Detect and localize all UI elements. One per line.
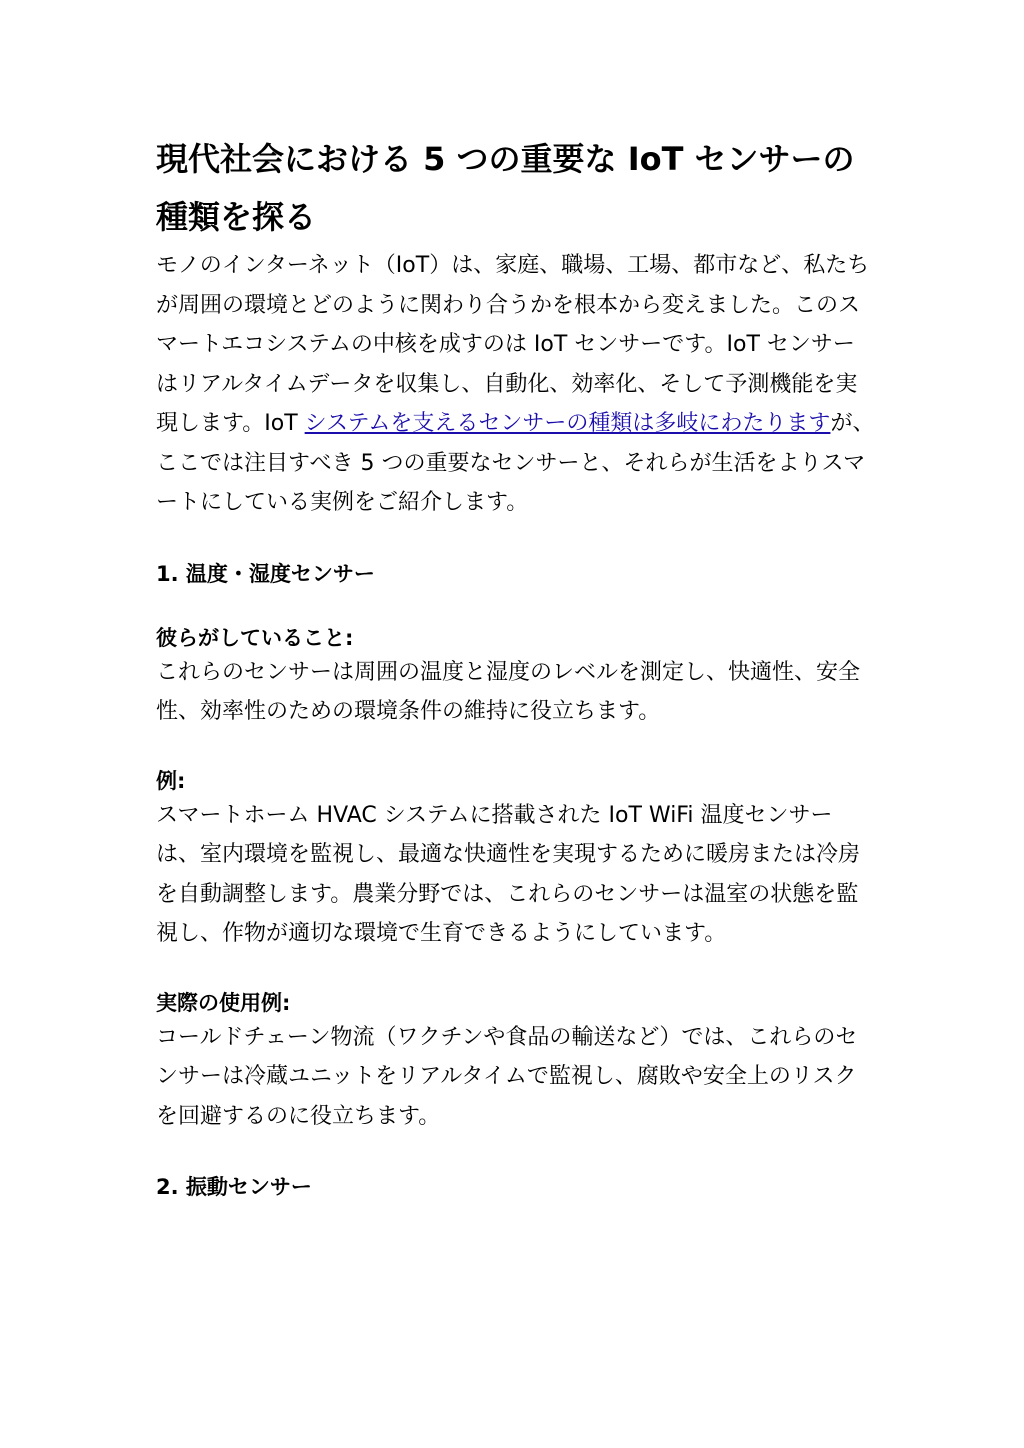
what-they-do-paragraph: これらのセンサーは周囲の温度と湿度のレベルを測定し、快適性、安全性、効率性のための環境条件の維持に役立ちます。: [156, 659, 861, 724]
intro-text-before-link: モノのインターネット（IoT）は、家庭、職場、工場、都市など、私たちが周囲の環境とどのように関わり合うかを根本から変えました。このスマートエコシステムの中核を成すのは IoT センサーです。IoT センサーはリアルタイムデータを収集し、自動化、効率化、そして予測機能を実現します。IoT: [156, 253, 870, 436]
document-title: 現代社会における 5 つの重要な IoT センサーの種類を探る: [156, 140, 855, 236]
real-use-case-label: 実際の使用例:: [156, 990, 291, 1015]
section-2-heading: 2. 振動センサー: [156, 1175, 312, 1199]
what-they-do-label: 彼らがしていること:: [156, 625, 354, 650]
intro-paragraph: [156, 246, 876, 523]
section-1-heading: 1. 温度・湿度センサー: [156, 561, 375, 586]
intro-text-after-link: が、ここでは注目すべき 5 つの重要なセンサーと、それらが生活をよりスマートにしている実例をご紹介します。: [156, 411, 875, 515]
example-paragraph: スマートホーム HVAC システムに搭載された IoT WiFi 温度センサーは、室内環境を監視し、最適な快適性を実現するために暖房または冷房を自動調整します。農業分野では、これらのセンサーは温室の状態を監視し、作物が適切な環境で生育できるようにしています。: [156, 802, 861, 946]
example-label: 例:: [156, 768, 186, 793]
document-body: [156, 130, 886, 1202]
real-use-case-paragraph: コールドチェーン物流（ワクチンや食品の輸送など）では、これらのセンサーは冷蔵ユニットをリアルタイムで監視し、腐敗や安全上のリスクを回避するのに役立ちます。: [156, 1024, 858, 1129]
sensor-types-link[interactable]: システムを支えるセンサーの種類は多岐にわたります: [304, 411, 831, 436]
